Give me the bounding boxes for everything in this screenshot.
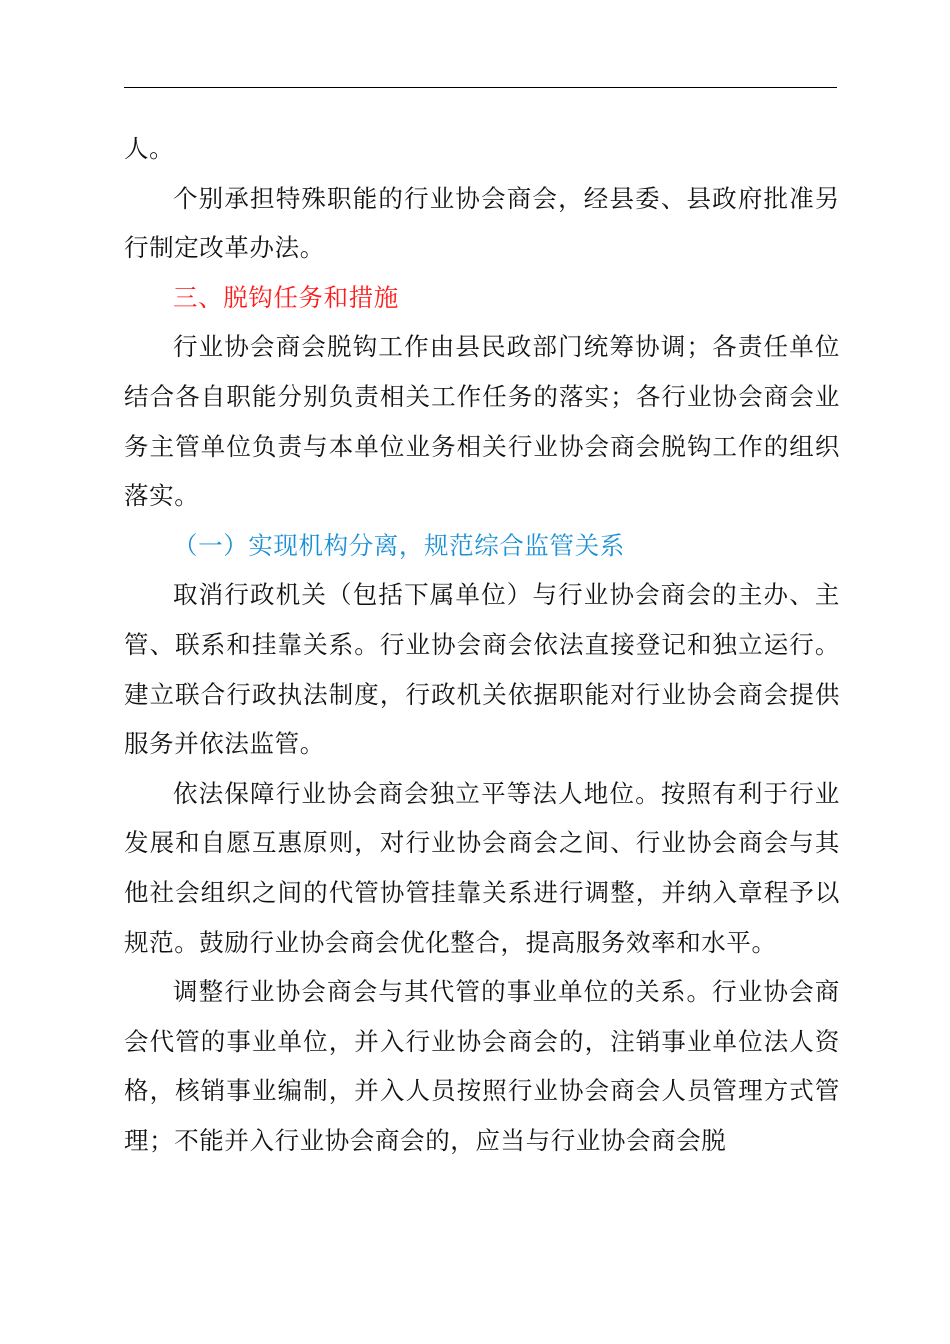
paragraph-continuation: 人。	[124, 134, 175, 163]
paragraph-legal-status: 依法保障行业协会商会独立平等法人地位。按照有利于行业发展和自愿互惠原则，对行业协会商会之间、行业协会商会与其他社会组织之间的代管协管挂靠关系进行调整，并纳入章程予以规范。鼓励行业协会商会优化整合，提高服务效率和水平。	[124, 778, 840, 957]
paragraph-special-functions: 个别承担特殊职能的行业协会商会，经县委、县政府批准另行制定改革办法。	[124, 183, 840, 263]
subsection-heading-1: （一）实现机构分离，规范综合监管关系	[173, 530, 625, 560]
paragraph-coordination: 行业协会商会脱钩工作由县民政部门统筹协调；各责任单位结合各自职能分别负责相关工作任务的落实；各行业协会商会业务主管单位负责与本单位业务相关行业协会商会脱钩工作的组织落实。	[124, 332, 840, 511]
section-heading-decoupling-tasks: 三、脱钩任务和措施	[173, 282, 399, 312]
header-rule	[124, 87, 837, 88]
document-body	[124, 124, 840, 1165]
paragraph-cancel-affiliation: 取消行政机关（包括下属单位）与行业协会商会的主办、主管、联系和挂靠关系。行业协会商会依法直接登记和独立运行。建立联合行政执法制度，行政机关依据职能对行业协会商会提供服务并依法监管。	[124, 580, 840, 759]
paragraph-public-institutions: 调整行业协会商会与其代管的事业单位的关系。行业协会商会代管的事业单位，并入行业协会商会的，注销事业单位法人资格，核销事业编制，并入人员按照行业协会商会人员管理方式管理；不能并入行业协会商会的，应当与行业协会商会脱	[124, 977, 840, 1155]
